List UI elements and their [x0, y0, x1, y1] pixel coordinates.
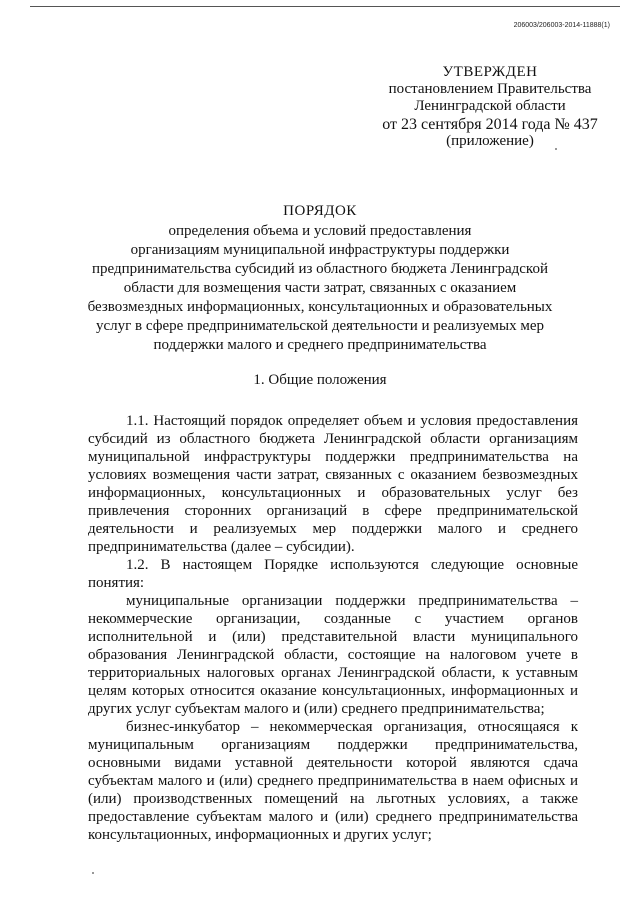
document-title-line: поддержки малого и среднего предпринимательства: [153, 337, 487, 353]
approval-title: УТВЕРЖДЕН: [442, 64, 538, 80]
approval-stamp: [360, 64, 620, 150]
document-title-line: определения объема и условий предоставления: [168, 223, 472, 239]
document-number: 206003/206003-2014-11888(1): [513, 22, 610, 29]
document-title-line: области для возмещения части затрат, связанных с оказанием: [123, 280, 517, 296]
top-border-line: [30, 6, 620, 7]
approval-line-2: Ленинградской области: [414, 98, 566, 114]
paragraph: 1.2. В настоящем Порядке используются следующие основные понятия:: [88, 557, 578, 591]
document-title: [60, 202, 580, 355]
document-title-line: организациям муниципальной инфраструктуры поддержки: [130, 242, 510, 258]
paragraph: бизнес-инкубатор – некоммерческая организация, относящаяся к муниципальным организациям поддержки предпринимательства, основными видами уставной деятельности которой являются сдача субъектам малого и (или) среднего предпринимательства в наем офисных и (или) производственных помещений на льготных условиях, а также предоставление субъектам малого и (или) среднего предпринимательства консультационных, информационных и других услуг;: [88, 719, 578, 843]
paragraph: 1.1. Настоящий порядок определяет объем и условия предоставления субсидий из областного бюджета Ленинградской области организациям муниципальной инфраструктуры поддержки предпринимательства на условиях возмещения части затрат, связанных с оказанием безвозмездных информационных, консультационных и образовательных услуг без привлечения сторонних организаций в сфере предпринимательской деятельности и реализуемых мер поддержки малого и среднего предпринимательства (далее – субсидии).: [88, 413, 578, 555]
document-title-line: услуг в сфере предпринимательской деятельности и реализуемых мер: [96, 318, 544, 334]
approval-line-1: постановлением Правительства: [388, 81, 592, 97]
document-title-line: предпринимательства субсидий из областного бюджета Ленинградской: [92, 261, 548, 277]
document-body: [88, 412, 578, 844]
approval-line-3: от 23 сентября 2014 года № 437: [382, 116, 598, 133]
scan-speck: [555, 148, 557, 150]
paragraph: муниципальные организации поддержки предпринимательства – некоммерческие организации, созданные с участием органов исполнительной и (или) представительной власти муниципального образования Ленинградской области, состоящие на налоговом учете в территориальных налоговых органах Ленинградской области, к уставным целям которых относится оказание консультационных, информационных и других услуг субъектам малого и (или) среднего предпринимательства;: [88, 593, 578, 717]
approval-line-4: (приложение): [446, 133, 534, 149]
document-title-main: ПОРЯДОК: [283, 203, 357, 219]
scan-speck: [92, 872, 94, 874]
document-title-line: безвозмездных информационных, консультационных и образовательных: [87, 299, 553, 315]
section-heading: 1. Общие положения: [253, 372, 387, 388]
